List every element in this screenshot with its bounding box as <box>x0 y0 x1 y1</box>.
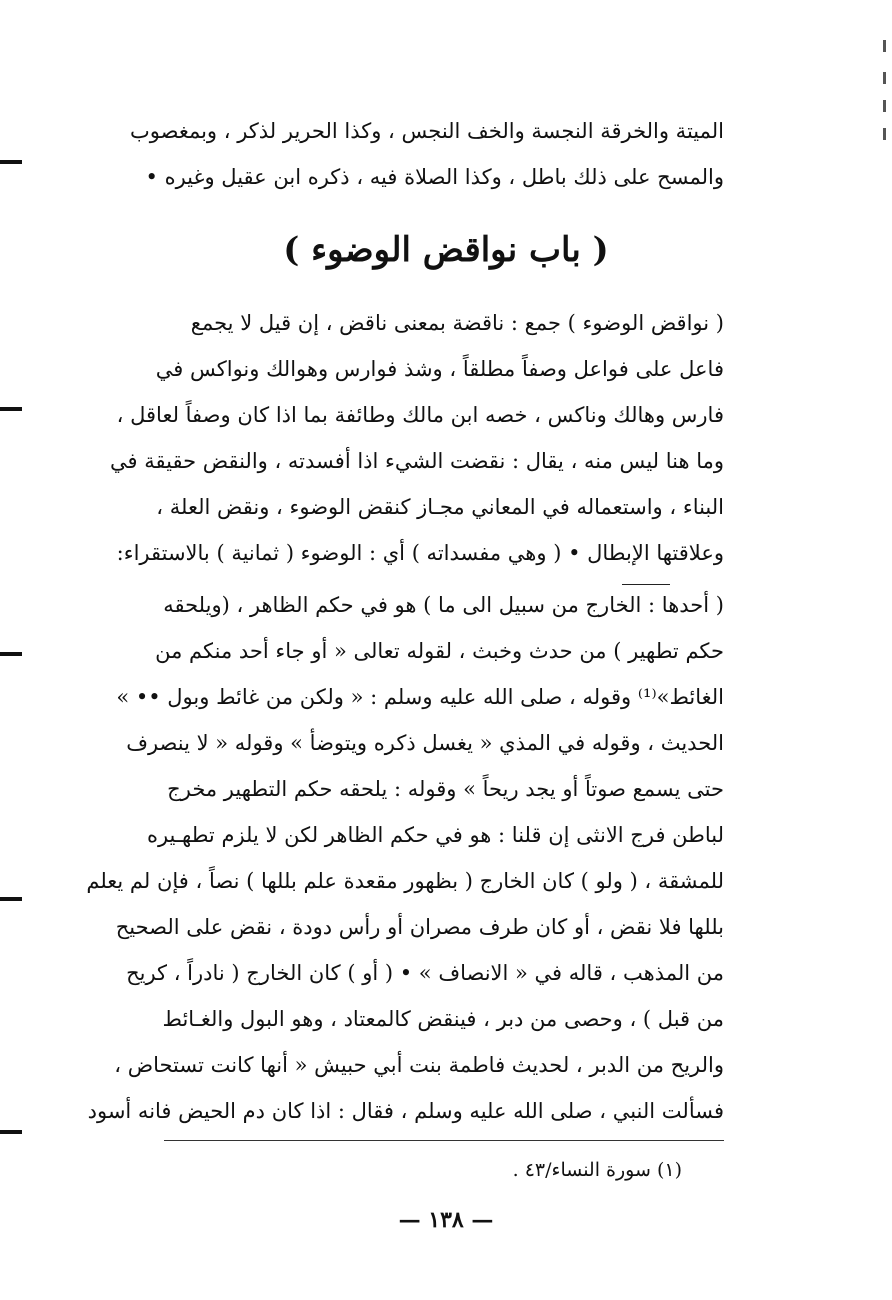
scan-margin-mark <box>0 160 22 164</box>
text-line: حتى يسمع صوتاً أو يجد ريحاً » وقوله : يلحقه حكم التطهير مخرج <box>167 777 724 801</box>
text-line: لباطن فرج الانثى إن قلنا : هو في حكم الظاهر لكن لا يلزم تطهـيره <box>146 823 724 847</box>
text-line: حكم تطهير ) من حدث وخبث ، لقوله تعالى « أو جاء أحد منكم من <box>155 639 724 663</box>
text-line: فسألت النبي ، صلى الله عليه وسلم ، فقال : اذا كان دم الحيض فانه أسود <box>87 1099 724 1123</box>
intro-text <box>84 108 724 200</box>
text-line: فارس وهالك وناكس ، خصه ابن مالك وطائفة بما اذا كان وصفاً لعاقل ، <box>116 403 724 427</box>
text-line: والمسح على ذلك باطل ، وكذا الصلاة فيه ، ذكره ابن عقيل وغيره • <box>145 165 724 189</box>
text-line: من قبل ) ، وحصى من دبر ، فينقض كالمعتاد ، وهو البول والغـائط <box>162 1007 724 1031</box>
text-line: للمشقة ، ( ولو ) كان الخارج ( بظهور مقعدة علم بللها ) نصاً ، فإن لم يعلم <box>86 869 724 893</box>
footnote-rule <box>164 1140 724 1141</box>
text-line: الحديث ، وقوله في المذي « يغسل ذكره ويتوضأ » وقوله « لا ينصرف <box>126 731 724 755</box>
text-line: وعلاقتها الإبطال • ( وهي مفسداته ) أي : الوضوء ( ثمانية ) بالاستقراء: <box>116 541 724 565</box>
text-line: ( أحدها : الخارج من سبيل الى ما ) هو في حكم الظاهر ، (ويلحقه <box>163 593 724 617</box>
paragraph-definition <box>84 300 724 576</box>
footnote: (١) سورة النساء/٤٣ . <box>512 1159 682 1181</box>
text-line: فاعل على فواعل وصفاً مطلقاً ، وشذ فوارس وهوالك ونواكس في <box>155 357 724 381</box>
text-line: والريح من الدبر ، لحديث فاطمة بنت أبي حبيش « أنها كانت تستحاض ، <box>114 1053 724 1077</box>
scan-margin-mark <box>0 1130 22 1134</box>
scan-margin-mark <box>0 652 22 656</box>
scan-margin-mark <box>0 407 22 411</box>
scan-margin-mark <box>0 897 22 901</box>
text-line: البناء ، واستعماله في المعاني مجـاز كنقض الوضوء ، ونقض العلة ، <box>156 495 724 519</box>
paragraph-first-nullifier <box>84 582 724 1134</box>
text-line: وما هنا ليس منه ، يقال : نقضت الشيء اذا أفسدته ، والنقض حقيقة في <box>110 449 724 473</box>
text-line: بللها فلا نقض ، أو كان طرف مصران أو رأس دودة ، نقض على الصحيح <box>115 915 724 939</box>
chapter-heading: ( باب نواقض الوضوء ) <box>283 230 609 270</box>
page-number: — ١٣٨ — <box>398 1207 494 1233</box>
scan-edge-mark <box>883 128 886 140</box>
scan-edge-mark <box>883 40 886 52</box>
text-line: الميتة والخرقة النجسة والخف النجس ، وكذا الحرير لذكر ، وبمغصوب <box>129 119 724 143</box>
text-line: من المذهب ، قاله في « الانصاف » • ( أو ) كان الخارج ( نادراً ، كريح <box>126 961 724 985</box>
text-line: الغائط»⁽¹⁾ وقوله ، صلى الله عليه وسلم : « ولكن من غائط وبول •• » <box>116 685 724 709</box>
scan-edge-mark <box>883 72 886 84</box>
text-line: ( نواقض الوضوء ) جمع : ناقضة بمعنى ناقض ، إن قيل لا يجمع <box>190 311 724 335</box>
scan-edge-mark <box>883 100 886 112</box>
